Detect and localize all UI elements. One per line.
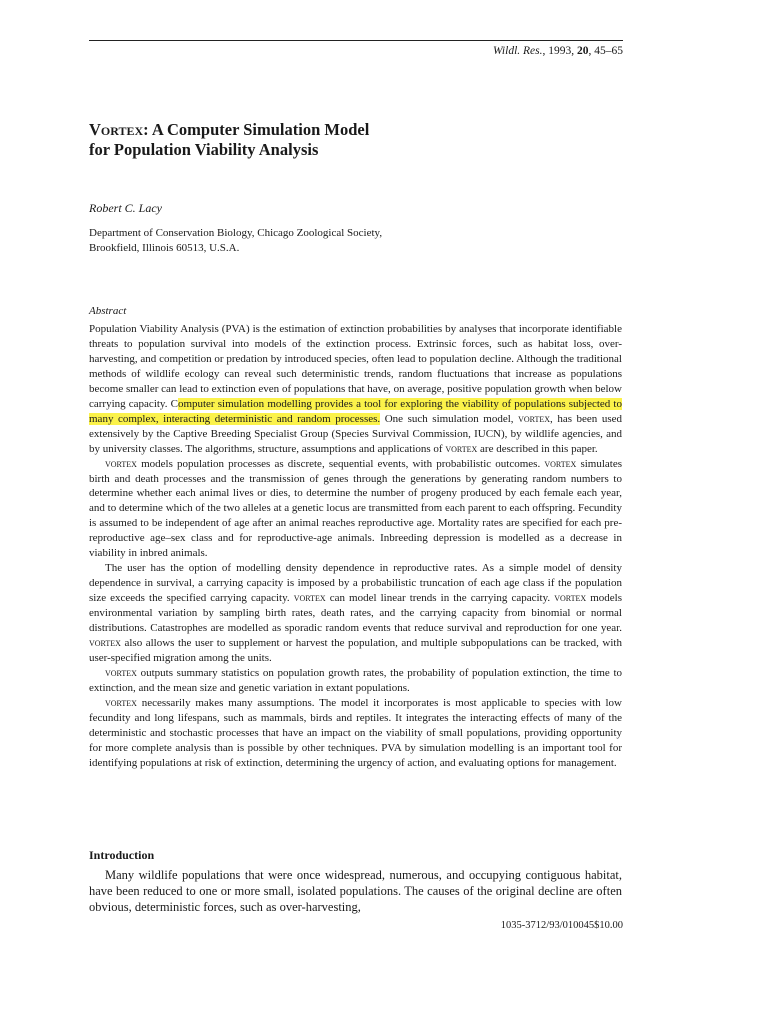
vortex-term: vortex xyxy=(105,457,137,470)
introduction-heading: Introduction xyxy=(89,848,155,862)
abstract-text: Population Viability Analysis (PVA) is the estimation of extinction probabilities by analyses that incorporate identifiable threats to population survival into models of the extinction process. Extrinsic forces, such as habitat loss, over-harvesting, and competition or predation by introduced species, often lead to population decline. Although the traditional methods of wildlife ecology can reveal such deterministic trends, random fluctuations that increase as populations become smaller can lead to extinction even of populations that have, on average, positive population growth when below carrying capacity. C xyxy=(89,323,622,410)
abstract-text: simulates birth and death processes and the transmission of genes through the generations by generating random numbers to determine whether each animal lives or dies, to determine the number of progeny produced by each female each year, and to determine which of the two alleles at a genetic locus are transmitted from each parent to each offspring. Fecundity is assumed to be independent of age after an animal reaches reproductive age. Mortality rates are specified for each pre-reproductive age–sex class and for reproductive-age animals. Inbreeding depression is modelled as a decrease in viability in inbred animals. xyxy=(89,457,622,560)
abstract-text: can model linear trends in the carrying capacity. xyxy=(325,592,555,605)
author-affiliation xyxy=(89,226,629,256)
abstract-body xyxy=(89,322,622,771)
vortex-term: vortex xyxy=(554,592,587,605)
title-line1: : A Computer Simulation Model xyxy=(143,120,370,139)
citation-pages: , 45–65 xyxy=(588,45,623,57)
abstract-paragraph xyxy=(89,666,622,696)
highlighted-text[interactable]: omputer simulation modelling provides a tool for exploring the viability of populations subjected to many complex, interacting deterministic and random processes. xyxy=(89,397,622,425)
affiliation-line2: Brookfield, Illinois 60513, U.S.A. xyxy=(89,242,240,254)
abstract-text: , has been used extensively by the Captive Breeding Specialist Group (Species Survival Commission, IUCN), by wildlife agencies, and by university classes. The algorithms, structure, assumptions and applications of xyxy=(89,412,622,455)
abstract-text: models environmental variation by sampling birth rates, death rates, and the carrying capacity from binomial or normal distributions. Catastrophes are modelled as sporadic random events that reduce survival and reproduction for one year. xyxy=(89,592,622,635)
article-code: 1035-3712/93/010045$10.00 xyxy=(500,920,623,931)
abstract-paragraph xyxy=(89,457,622,562)
citation-year: , 1993, xyxy=(542,45,577,57)
abstract-text: outputs summary statistics on population growth rates, the probability of population extinction, the time to extinction, and the mean size and genetic variation in extant populations. xyxy=(89,666,622,694)
title-line2: for Population Viability Analysis xyxy=(89,140,319,159)
vortex-term: vortex xyxy=(105,696,137,709)
vortex-term: vortex xyxy=(518,412,551,425)
author-name: Robert C. Lacy xyxy=(89,201,162,215)
citation-volume: 20 xyxy=(577,45,589,57)
abstract-text: One such simulation model, xyxy=(380,412,519,425)
introduction-paragraph: Many wildlife populations that were once widespread, numerous, and occupying contiguous habitat, have been reduced to one or more small, isolated populations. The causes of the original decline are often obvious, deterministic forces, such as over-harvesting, xyxy=(89,868,622,914)
vortex-term: vortex xyxy=(544,457,577,470)
vortex-term: vortex xyxy=(445,442,478,455)
header-rule xyxy=(89,40,623,41)
title-vortex: Vortex xyxy=(89,120,144,139)
journal-citation xyxy=(493,45,623,57)
vortex-term: vortex xyxy=(89,637,121,650)
affiliation-line1: Department of Conservation Biology, Chicago Zoological Society, xyxy=(89,227,383,239)
vortex-term: vortex xyxy=(105,666,137,679)
vortex-term: vortex xyxy=(293,592,326,605)
abstract-text: are described in this paper. xyxy=(477,442,598,455)
journal-name: Wildl. Res. xyxy=(492,45,543,57)
introduction-body xyxy=(89,867,622,915)
abstract-paragraph xyxy=(89,696,622,771)
abstract-text: also allows the user to supplement or harvest the population, and multiple subpopulations can be tracked, with user-specified migration among the units. xyxy=(89,637,622,664)
article-title xyxy=(89,120,629,160)
abstract-paragraph xyxy=(89,322,622,457)
abstract-paragraph xyxy=(89,561,622,666)
abstract-text: necessarily makes many assumptions. The model it incorporates is most applicable to species with low fecundity and long lifespans, such as mammals, birds and reptiles. It integrates the interacting effects of many of the deterministic and stochastic processes that have an impact on the viability of small populations, providing opportunity for more complete analysis than is possible by other techniques. PVA by simulation modelling is an important tool for identifying populations at risk of extinction, determining the urgency of action, and evaluating options for management. xyxy=(89,696,622,769)
abstract-text: models population processes as discrete, sequential events, with probabilistic outcomes. xyxy=(136,457,545,470)
abstract-text: The user has the option of modelling density dependence in reproductive rates. As a simple model of density dependence in survival, a carrying capacity is imposed by a probabilistic truncation of each age class if the population size exceeds the specified carrying capacity. xyxy=(89,562,622,605)
abstract-heading: Abstract xyxy=(89,305,127,317)
